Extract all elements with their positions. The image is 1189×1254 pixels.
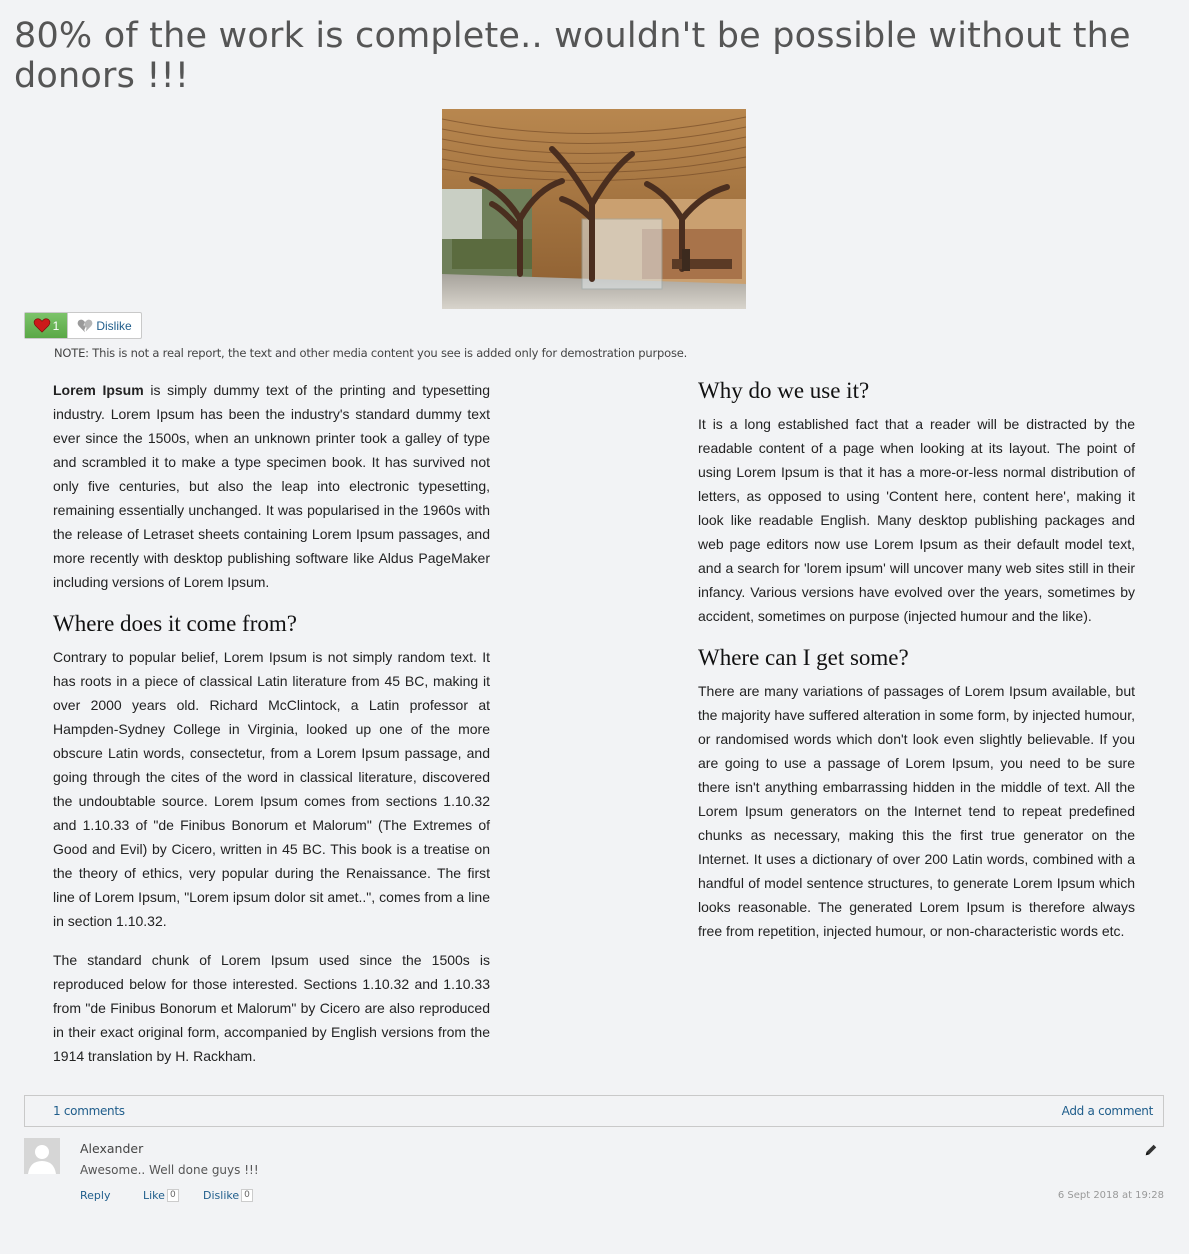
where-paragraph: There are many variations of passages of Lorem Ipsum available, but the majority have suffered alteration in some form, by injected humour, or randomised words which don't look even slightly believable. If you are going to use a passage of Lorem Ipsum, you need to be sure there isn't anything embarrassing hidden in the middle of text. All the Lorem Ipsum generators on the Internet tend to repeat predefined chunks as necessary, making this the first true generator on the Internet. It uses a dictionary of over 200 Latin words, combined with a handful of model sentence structures, to generate Lorem Ipsum which looks reasonable. The generated Lorem Ipsum is therefore always free from repetition, injected humour, or non-characteristic words etc.	[698, 683, 1135, 939]
comment-text: Awesome.. Well done guys !!!	[80, 1163, 259, 1177]
like-button[interactable]	[25, 313, 68, 338]
comment-item	[24, 1138, 1164, 1208]
disclaimer-note: NOTE: This is not a real report, the text and other media content you see is added only for demostration purpose.	[54, 346, 688, 360]
standard-chunk-paragraph: The standard chunk of Lorem Ipsum used since the 1500s is reproduced below for those interested. Sections 1.10.32 and 1.10.33 from "de Finibus Bonorum et Malorum" by Cicero are also reproduced in their exact original form, accompanied by English versions from the 1914 translation by H. Rackham.	[53, 952, 490, 1064]
add-comment-link[interactable]: Add a comment	[1061, 1104, 1153, 1118]
avatar	[24, 1138, 60, 1174]
comment-dislike-count: 0	[241, 1189, 253, 1202]
comments-bar	[24, 1095, 1164, 1127]
origin-paragraph: Contrary to popular belief, Lorem Ipsum is not simply random text. It has roots in a piece of classical Latin literature from 45 BC, making it over 2000 years old. Richard McClintock, a Latin professor at Hampden-Sydney College in Virginia, looked up one of the more obscure Latin words, consectetur, from a Lorem Ipsum passage, and going through the cites of the word in classical literature, discovered the undoubtable source. Lorem Ipsum comes from sections 1.10.32 and 1.10.33 of "de Finibus Bonorum et Malorum" (The Extremes of Good and Evil) by Cicero, written in 45 BC. This book is a treatise on the theory of ethics, very popular during the Renaissance. The first line of Lorem Ipsum, "Lorem ipsum dolor sit amet..", comes from a line in section 1.10.32.	[53, 649, 490, 929]
intro-paragraph	[53, 378, 490, 594]
pavilion-illustration	[442, 109, 746, 309]
comment-timestamp: 6 Sept 2018 at 19:28	[1057, 1190, 1164, 1201]
comments-count-link[interactable]: 1 comments	[53, 1104, 125, 1118]
section-heading-why: Why do we use it?	[698, 378, 870, 403]
comment-like-button[interactable]	[143, 1189, 203, 1202]
reaction-box	[24, 312, 142, 339]
left-column	[53, 378, 490, 1083]
intro-text: is simply dummy text of the printing and typesetting industry. Lorem Ipsum has been the industry's standard dummy text ever since the 1500s, when an unknown printer took a galley of type and scrambled it to make a type specimen book. It has survived not only five centuries, but also the leap into electronic typesetting, remaining essentially unchanged. It was popularised in the 1960s with the release of Letraset sheets containing Lorem Ipsum passages, and more recently with desktop publishing software like Aldus PageMaker including versions of Lorem Ipsum.	[53, 382, 491, 590]
hero-image	[442, 109, 746, 309]
pencil-icon[interactable]	[1144, 1143, 1158, 1157]
section-heading-origin: Where does it come from?	[53, 611, 297, 636]
comment-like-count: 0	[167, 1189, 179, 1202]
section-heading-where: Where can I get some?	[698, 645, 909, 670]
dislike-button[interactable]	[68, 313, 141, 338]
heart-icon	[33, 318, 51, 333]
reply-link[interactable]: Reply	[80, 1189, 111, 1202]
comment-dislike-button[interactable]	[203, 1189, 253, 1202]
comment-actions	[80, 1189, 253, 1202]
like-count: 1	[52, 318, 60, 333]
broken-heart-icon	[77, 319, 93, 333]
comment-dislike-label: Dislike	[203, 1189, 240, 1202]
comment-like-label: Like	[143, 1189, 165, 1202]
right-column	[698, 376, 1135, 958]
why-paragraph: It is a long established fact that a reader will be distracted by the readable content of a page when looking at its layout. The point of using Lorem Ipsum is that it has a more-or-less normal distribution of letters, as opposed to using 'Content here, content here', making it look like readable English. Many desktop publishing packages and web page editors now use Lorem Ipsum as their default model text, and a search for 'lorem ipsum' will uncover many web sites still in their infancy. Various versions have evolved over the years, sometimes by accident, sometimes on purpose (injected humour and the like).	[698, 416, 1135, 624]
comment-author: Alexander	[80, 1141, 144, 1156]
dislike-label: Dislike	[96, 318, 132, 333]
intro-bold: Lorem Ipsum	[53, 382, 144, 398]
user-silhouette-icon	[24, 1138, 60, 1174]
page-title: 80% of the work is complete.. wouldn't be possible without the donors !!!	[14, 16, 1131, 96]
